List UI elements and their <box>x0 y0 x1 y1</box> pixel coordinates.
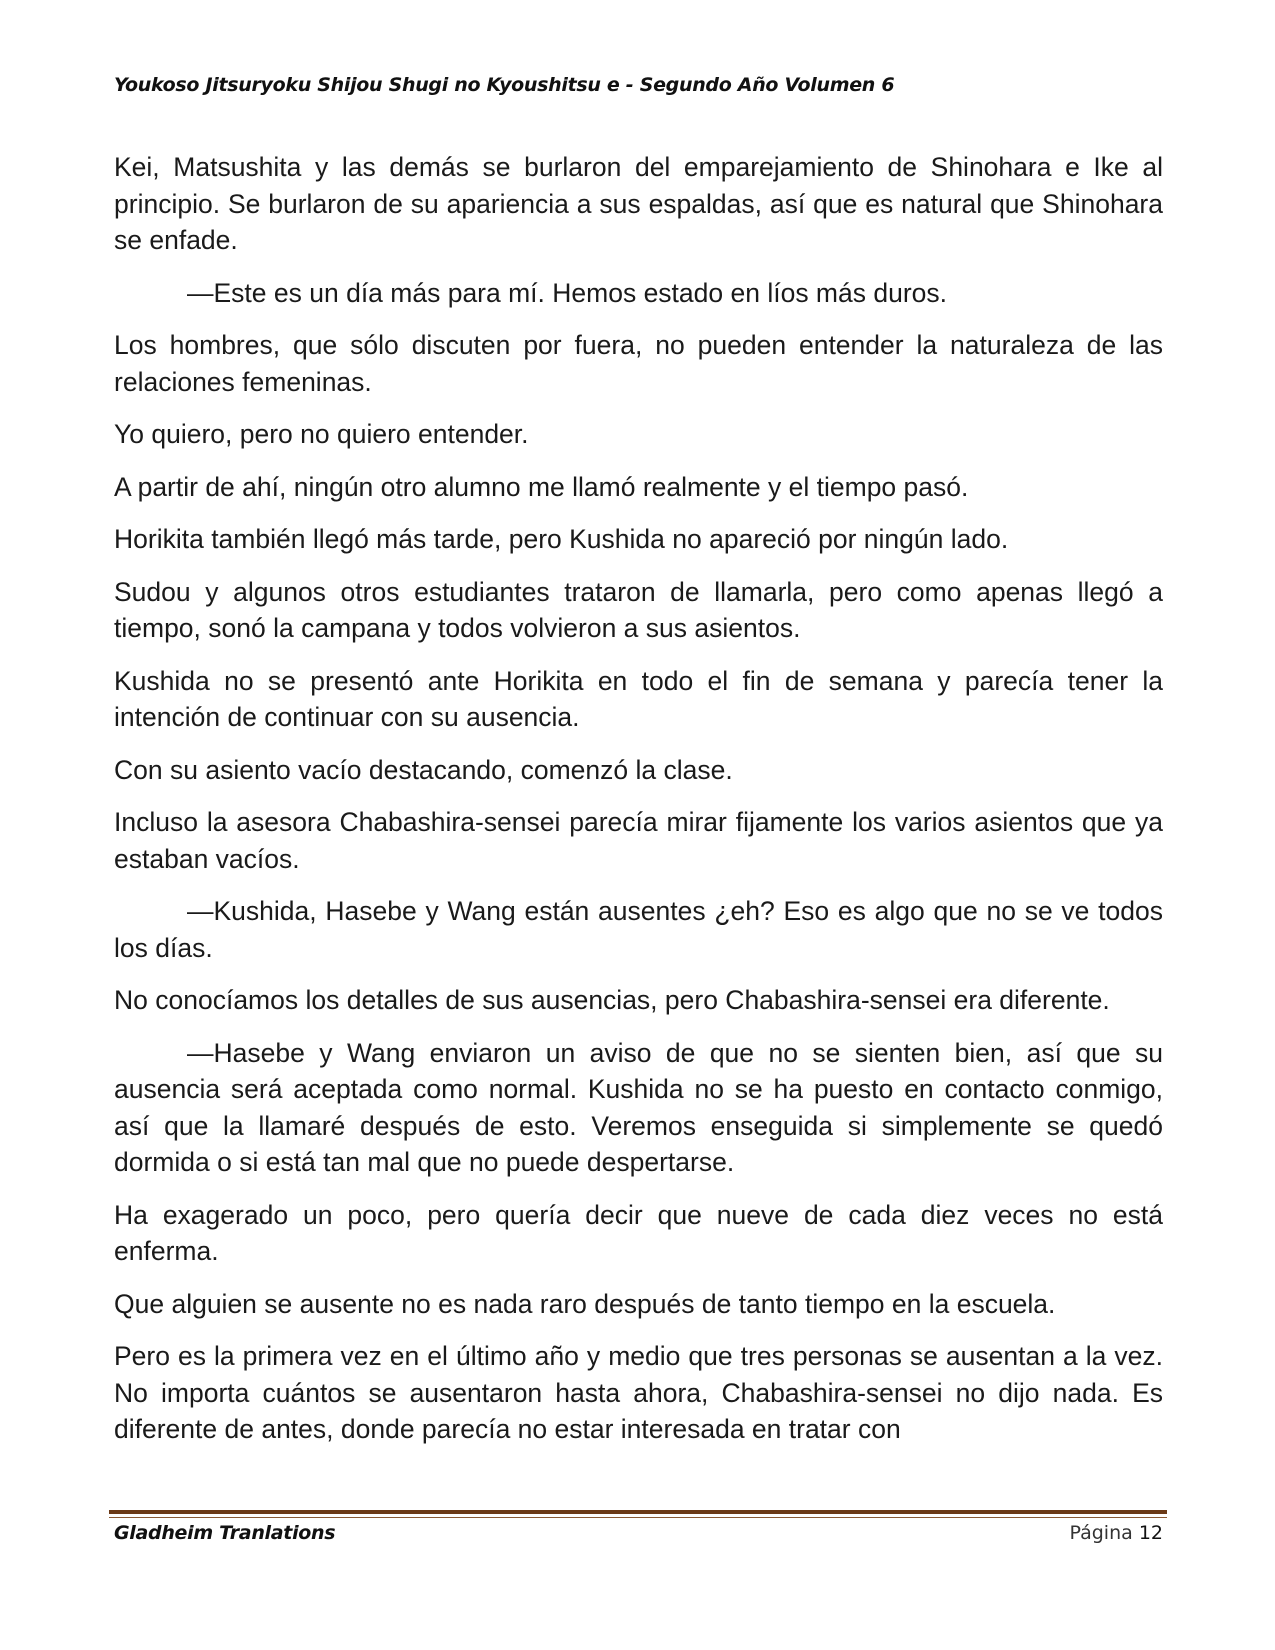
footer-divider <box>109 1510 1167 1514</box>
page-number: 12 <box>1138 1522 1163 1544</box>
paragraph: Los hombres, que sólo discuten por fuera, no pueden entender la naturaleza de las relaciones femeninas. <box>114 330 1163 397</box>
paragraph: Ha exagerado un poco, pero quería decir que nueve de cada diez veces no está enferma. <box>114 1199 1163 1266</box>
dialogue-paragraph: —Este es un día más para mí. Hemos estado en líos más duros. <box>187 277 948 308</box>
dialogue-paragraph: —Kushida, Hasebe y Wang están ausentes ¿eh? Eso es algo que no se ve todos los días. <box>114 896 1163 963</box>
paragraph: Kei, Matsushita y las demás se burlaron del emparejamiento de Shinohara e Ike al principio. Se burlaron de su apariencia a sus espaldas, así que es natural que Shinohara se enfade. <box>114 152 1163 255</box>
paragraph: A partir de ahí, ningún otro alumno me llamó realmente y el tiempo pasó. <box>114 471 969 502</box>
paragraph: No conocíamos los detalles de sus ausencias, pero Chabashira-sensei era diferente. <box>114 985 1110 1015</box>
page-header-title: Youkoso Jitsuryoku Shijou Shugi no Kyoushitsu e - Segundo Año Volumen 6 <box>114 74 895 96</box>
page-label: Página <box>1069 1522 1133 1544</box>
body-text <box>114 149 1163 1464</box>
footer-credit: Gladheim Tranlations <box>114 1522 336 1544</box>
paragraph: Con su asiento vacío destacando, comenzó la clase. <box>114 754 733 785</box>
paragraph: Pero es la primera vez en el último año y medio que tres personas se ausentan a la vez. No importa cuántos se ausentaron hasta ahora, Chabashira-sensei no dijo nada. Es diferente de antes, donde parecía no estar interesada en tratar con <box>114 1341 1163 1444</box>
dialogue-paragraph: —Hasebe y Wang enviaron un aviso de que no se sienten bien, así que su ausencia será aceptada como normal. Kushida no se ha puesto en contacto conmigo, así que la llamaré después de esto. Veremos enseguida si simplemente se quedó dormida o si está tan mal que no puede despertarse. <box>114 1037 1163 1177</box>
paragraph: Yo quiero, pero no quiero entender. <box>114 419 529 449</box>
paragraph: Kushida no se presentó ante Horikita en todo el fin de semana y parecía tener la intención de continuar con su ausencia. <box>114 665 1163 732</box>
paragraph: Que alguien se ausente no es nada raro después de tanto tiempo en la escuela. <box>114 1288 1056 1319</box>
footer-divider-thin <box>109 1517 1167 1518</box>
page-number-block <box>1069 1522 1163 1544</box>
paragraph: Horikita también llegó más tarde, pero Kushida no apareció por ningún lado. <box>114 524 1009 554</box>
paragraph: Sudou y algunos otros estudiantes trataron de llamarla, pero como apenas llegó a tiempo, sonó la campana y todos volvieron a sus asientos. <box>114 576 1163 643</box>
paragraph: Incluso la asesora Chabashira-sensei parecía mirar fijamente los varios asientos que ya estaban vacíos. <box>114 807 1163 874</box>
